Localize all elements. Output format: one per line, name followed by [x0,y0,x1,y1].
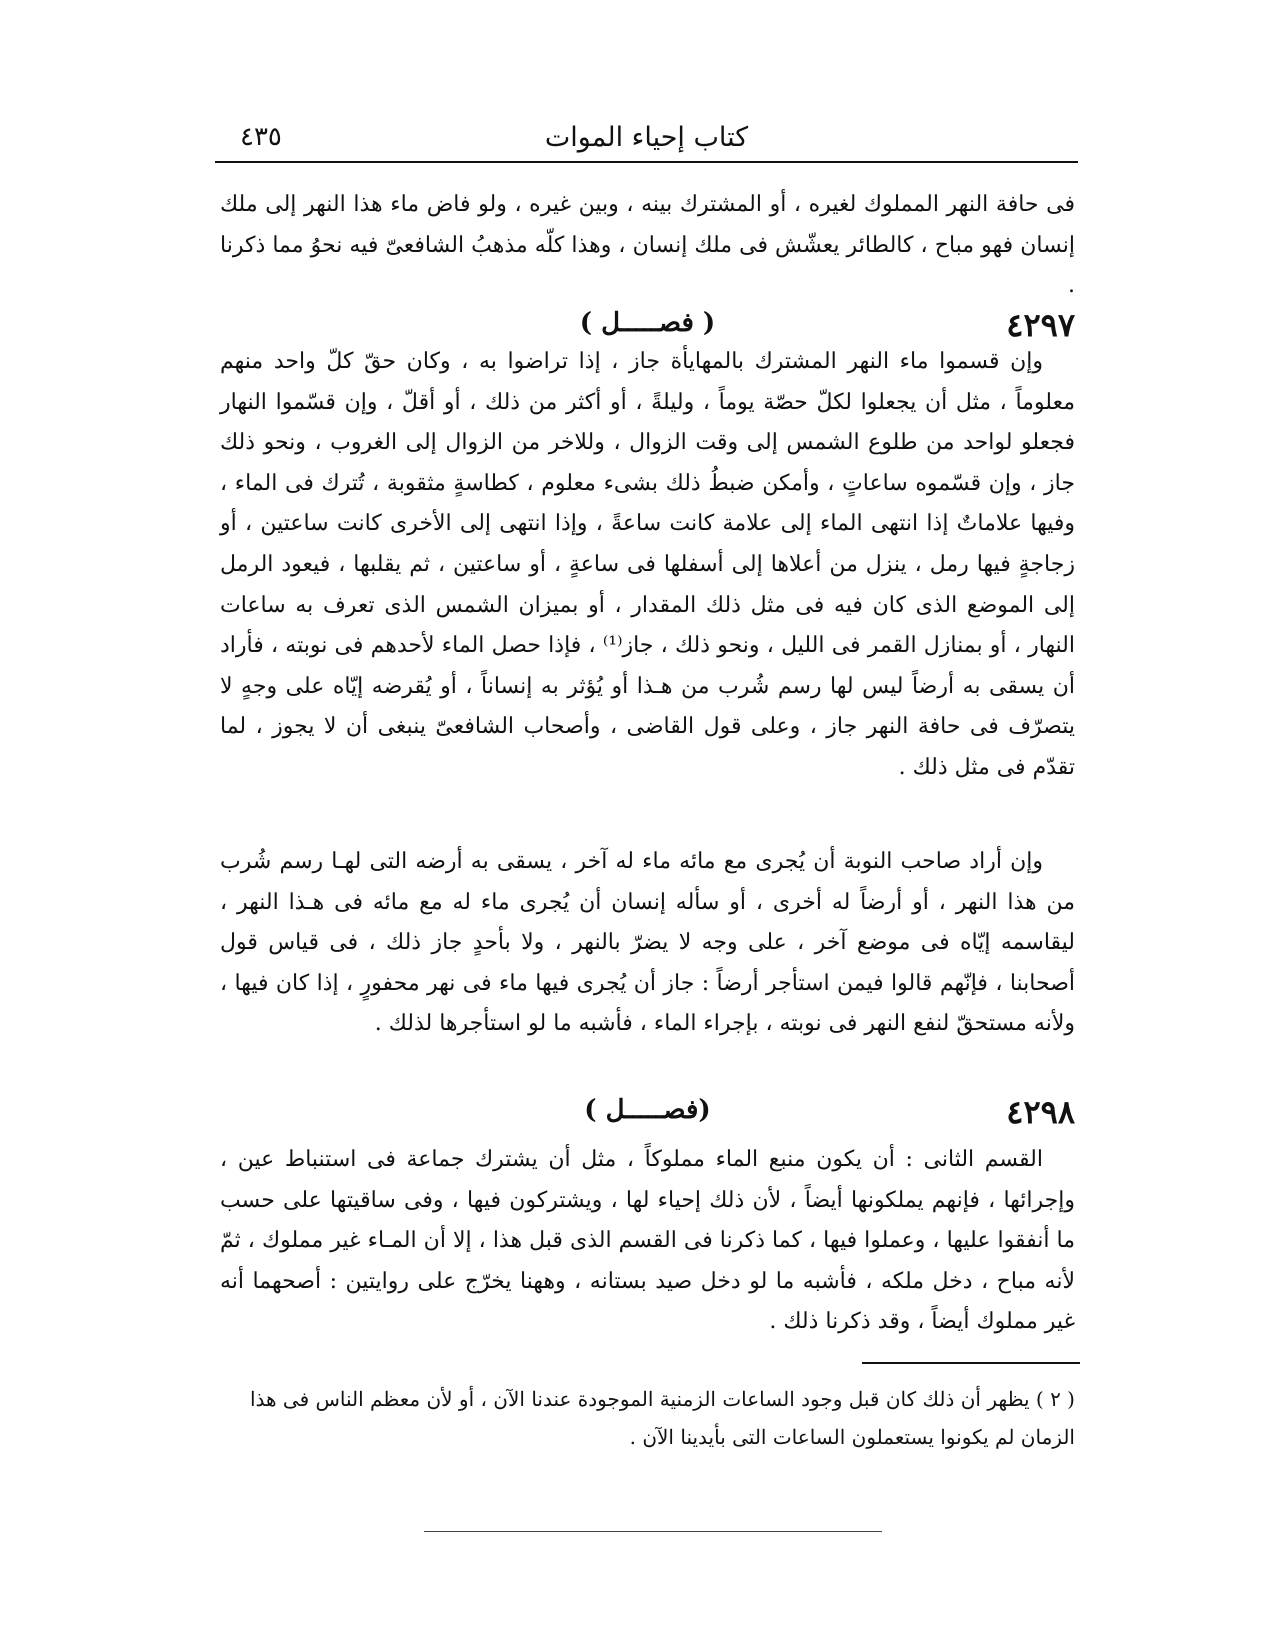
bottom-rule [424,1531,882,1532]
paragraph-second-category: القسم الثانى : أن يكون منبع الماء مملوكاً ، مثل أن يشترك جماعة فى استنباط عين ، وإجرائها ، فإنهم يملكونها أيضاً ، لأن ذلك إحياء لها ، ويشتركون فيها ، وفى ساقيتها على حسب ما أنفقوا عليها ، وعملوا فيها ، كما ذكرنا فى القسم الذى قبل هذا ، إلا أن المـاء غير مملوك ، ثمّ لأنه مباح ، دخل ملكه ، فأشبه ما لو دخل صيد بستانه ، وههنا يخرّج على روايتين : أصحهما أنه غير مملوك أيضاً ، وقد ذكرنا ذلك . [220,1147,1075,1335]
section-heading-4298 [220,1093,1075,1137]
section-label: (فصـــــل ) [584,1095,711,1125]
paragraph-water-sharing: وإن قسموا ماء النهر المشترك بالمهايأة جاز ، إذا تراضوا به ، وكان حقّ كلّ واحد منهم معلوماً ، مثل أن يجعلوا لكلّ حصّة يوماً ، وليلةً ، أو أكثر من ذلك ، أو أقلّ ، وإن قسّموا النهار فجعلو لواحد من طلوع الشمس إلى وقت الزوال ، وللاخر من الزوال إلى الغروب ، ونحو ذلك جاز ، وإن قسّموه ساعاتٍ ، وأمكن ضبطُ ذلك بشىء معلوم ، كطاسةٍ مثقوبة ، تُترك فى الماء ، وفيها علاماتٌ إذا انتهى الماء إلى علامة كانت ساعةً ، وإذا انتهى إلى الأخرى كانت ساعتين ، أو زجاجةٍ فيها رمل ، ينزل من أعلاها إلى أسفلها فى ساعةٍ ، أو ساعتين ، ثم يقلبها ، فيعود الرمل إلى الموضع الذى كان فيه فى مثل ذلك المقدار ، أو بميزان الشمس الذى تعرف به ساعات النهار ، أو بمنازل القمر فى الليل ، ونحو ذلك ، جاز⁽¹⁾ ، فإذا حصل الماء لأحدهم فى نوبته ، فأراد أن يسقى به أرضاً ليس لها رسم شُرب من هـذا أو يُؤثر به إنساناً ، أو يُقرضه إيّاه على وجهٍ لا يتصرّف فى حافة النهر جاز ، وعلى قول القاضى ، وأصحاب الشافعىّ ينبغى أن لا يجوز ، لما تقدّم فى مثل ذلك . [220,349,1076,780]
section-number: ٤٢٩٨ [1006,1093,1075,1131]
footnote: ( ٢ ) يظهر أن ذلك كان قبل وجود الساعات الزمنية الموجودة عندنا الآن ، أو لأن معظم الناس فى هذا الزمان لم يكونوا يستعملون الساعات التى بأيدينا الآن . [249,1387,1075,1449]
paragraph-turn-owner: وإن أراد صاحب النوبة أن يُجرى مع مائه ماء له آخر ، يسقى به أرضه التى لهـا رسم شُرب من هذا النهر ، أو أرضاً له أخرى ، أو سأله إنسان أن يُجرى ماء له مع مائه فى هـذا النهر ، ليقاسمه إيّاه فى موضع آخر ، على وجه لا يضرّ بالنهر ، ولا بأحدٍ جاز ذلك ، فى قياس قول أصحابنا ، فإنّهم قالوا فيمن استأجر أرضاً : جاز أن يُجرى فيها ماء فى نهر محفورٍ ، إذا كان فيها ، ولأنه مستحقّ لنفع النهر فى نوبته ، بإجراء الماء ، فأشبه ما لو استأجرها لذلك . [220,849,1075,1037]
paragraph-continuation: فى حافة النهر المملوك لغيره ، أو المشترك بينه ، وبين غيره ، ولو فاض ماء هذا النهر إلى ملك إنسان فهو مباح ، كالطائر يعشّش فى ملك إنسان ، وهذا كلّه مذهبُ الشافعىّ فيه نحوُ مما ذكرنا . [220,192,1075,299]
section-label: ( فصـــــل ) [579,308,716,338]
running-title: كتاب إحياء الموات [544,122,749,153]
page-number: ٤٣٥ [240,122,282,152]
running-header [215,112,1078,162]
footnote-rule [862,1362,1080,1364]
header-rule [215,161,1078,163]
section-number: ٤٢٩٧ [1006,306,1075,344]
